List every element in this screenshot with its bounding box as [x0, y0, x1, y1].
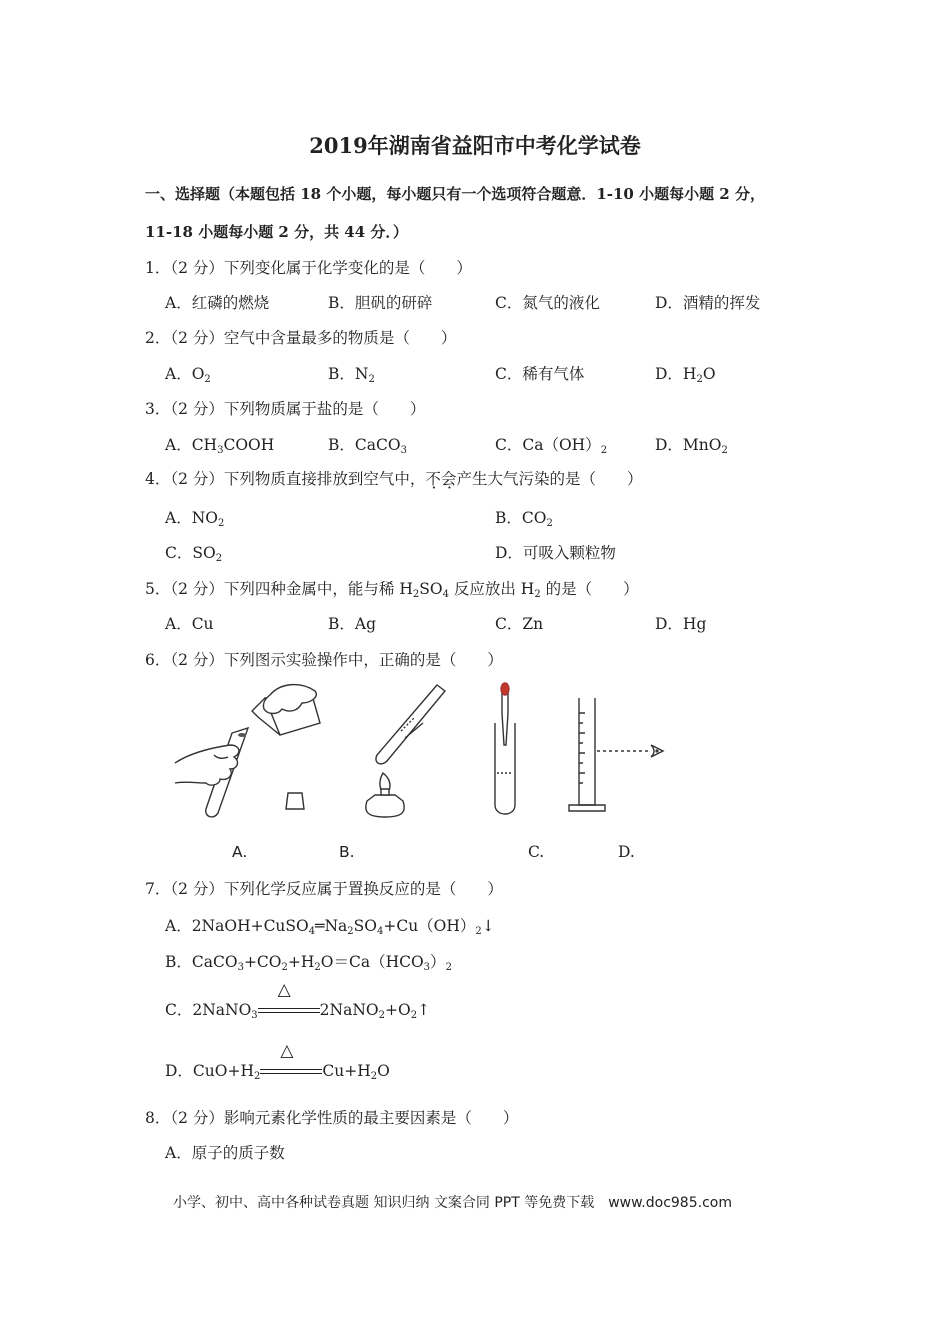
- q5-option-c: C．Zn: [495, 615, 544, 633]
- question-3-stem: 3．（2 分）下列物质属于盐的是（ ）: [145, 400, 426, 418]
- q6-label-b: B.: [339, 843, 355, 861]
- heat-condition-triangle: △: [277, 980, 291, 1000]
- question-2-stem: 2．（2 分）空气中含量最多的物质是（ ）: [145, 329, 457, 347]
- q1-option-a: A．红磷的燃烧: [165, 294, 270, 312]
- q1-option-c: C．氮气的液化: [495, 294, 600, 312]
- q7-option-a: A．$2NaOH+CuSO_4═Na_2SO_4+Cu(OH)_2↓$: [165, 917, 495, 937]
- question-7-stem: 7．（2 分）下列化学反应属于置换反应的是（ ）: [145, 880, 503, 898]
- q5-option-d: D．Hg: [655, 615, 707, 633]
- q3-option-d: D．MnO$_2$: [655, 436, 728, 456]
- q8-option-a: A．原子的质子数: [165, 1144, 285, 1162]
- q6-label-c: C.: [528, 843, 545, 861]
- q4-option-b: B．$CO_2$: [495, 509, 553, 529]
- question-1-stem: 1．（2 分）下列变化属于化学变化的是（ ）: [145, 259, 472, 277]
- page-title: 2019年湖南省益阳市中考化学试卷: [309, 133, 641, 158]
- pouring-liquid-illustration: [170, 683, 330, 818]
- emphasis-dot-hui: 会: [440, 470, 457, 488]
- graduated-cylinder-illustration: [565, 693, 670, 818]
- q6-label-a: A.: [232, 843, 248, 861]
- q3-option-b: B．CaCO$_3$: [328, 436, 407, 456]
- page-footer: 小学、初中、高中各种试卷真题 知识归纳 文案合同 PPT 等免费下载 www.doc985.com: [173, 1195, 732, 1211]
- reaction-arrow-heat: [260, 1041, 322, 1077]
- q5-option-a: A．Cu: [165, 615, 214, 633]
- question-6-stem: 6．（2 分）下列图示实验操作中，正确的是（ ）: [145, 651, 503, 669]
- q4-option-d: D．可吸入颗粒物: [495, 544, 616, 562]
- section-heading-line1: 一、选择题（本题包括 18 个小题，每小题只有一个选项符合题意．1-10 小题每小题 2 分，: [145, 185, 765, 203]
- q2-option-d: D．$H_2O$: [655, 365, 716, 385]
- reaction-arrow-heat: [258, 980, 320, 1016]
- q4-option-a: A．$NO_2$: [165, 509, 225, 529]
- q2-option-c: C．稀有气体: [495, 365, 585, 383]
- question-5-stem: 5．（2 分）下列四种金属中，能与稀 $H_2SO_4$ 反应放出 $H_2$ 的是（ ）: [145, 580, 639, 600]
- q3-option-c: C．$Ca(OH)_2$: [495, 436, 608, 456]
- question-8-stem: 8．（2 分）影响元素化学性质的最主要因素是（ ）: [145, 1109, 519, 1127]
- q6-label-d: D.: [618, 843, 635, 861]
- heat-condition-triangle: △: [280, 1041, 294, 1061]
- q5-option-b: B．Ag: [328, 615, 377, 633]
- q1-option-d: D．酒精的挥发: [655, 294, 761, 312]
- q7-option-d: D．$CuO+H_2$ △ $Cu+H_2O$: [165, 1041, 390, 1082]
- q2-option-a: A．$O_2$: [165, 365, 211, 385]
- q4-option-c: C．$SO_2$: [165, 544, 223, 564]
- section-heading-line2: 11-18 小题每小题 2 分，共 44 分．）: [145, 223, 408, 241]
- question-4-stem: 4．（2 分）下列物质直接排放到空气中，不会产生大气污染的是（ ）: [145, 470, 643, 488]
- q2-option-b: B．$N_2$: [328, 365, 375, 385]
- q7-option-c: C．2NaNO$_3$ △ $2NaNO_2+O_2↑$: [165, 980, 431, 1021]
- heating-test-tube-illustration: [345, 683, 455, 818]
- emphasis-dot-bu: 不: [425, 470, 441, 488]
- q7-option-b: B．$CaCO_3+CO_2+H_2O=Ca(HCO_3)_2$: [165, 953, 452, 973]
- q3-option-a: A．$CH_3COOH$: [165, 436, 275, 456]
- q1-option-b: B．胆矾的研碎: [328, 294, 433, 312]
- dropper-test-tube-illustration: [485, 683, 525, 818]
